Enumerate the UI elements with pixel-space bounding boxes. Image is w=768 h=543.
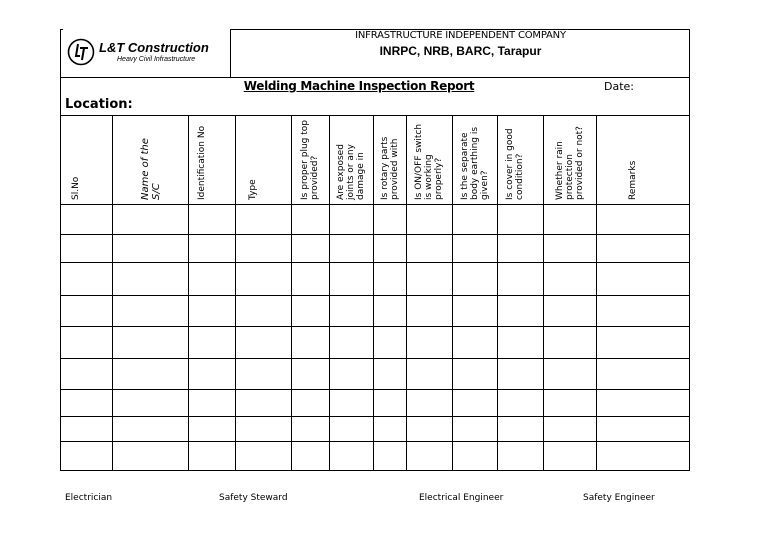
table-cell[interactable]: [330, 327, 373, 358]
table-cell[interactable]: [236, 359, 291, 389]
table-cell[interactable]: [113, 235, 188, 262]
table-cell[interactable]: [453, 442, 497, 470]
table-cell[interactable]: [407, 205, 452, 234]
table-cell[interactable]: [236, 417, 291, 441]
table-cell[interactable]: [374, 417, 406, 441]
table-cell[interactable]: [374, 442, 406, 470]
column-header-label: Type: [248, 179, 258, 200]
column-header: [406, 116, 452, 204]
column-header: [188, 116, 235, 204]
table-cell[interactable]: [407, 442, 452, 470]
table-cell[interactable]: [189, 390, 235, 416]
table-cell[interactable]: [453, 235, 497, 262]
table-cell[interactable]: [113, 442, 188, 470]
column-header: [452, 116, 497, 204]
table-cell[interactable]: [498, 205, 543, 234]
table-cell[interactable]: [597, 296, 689, 326]
table-cell[interactable]: [544, 390, 596, 416]
column-header-label: Is the separate body earthing is given?: [459, 126, 490, 200]
column-header-label: Are exposed joints or any damage in: [336, 144, 366, 200]
table-cell[interactable]: [189, 263, 235, 295]
table-cell[interactable]: [597, 235, 689, 262]
table-cell[interactable]: [330, 390, 373, 416]
table-cell[interactable]: [374, 359, 406, 389]
table-cell[interactable]: [544, 205, 596, 234]
table-cell[interactable]: [597, 359, 689, 389]
table-cell[interactable]: [597, 205, 689, 234]
table-cell[interactable]: [292, 296, 329, 326]
row-line: [60, 470, 690, 471]
column-header: [373, 116, 406, 204]
table-cell[interactable]: [407, 327, 452, 358]
table-cell[interactable]: [113, 327, 188, 358]
table-cell[interactable]: [498, 390, 543, 416]
project-name: INRPC, NRB, BARC, Tarapur: [379, 44, 542, 58]
table-cell[interactable]: [61, 359, 112, 389]
signature-safety-steward: Safety Steward: [219, 493, 288, 503]
table-cell[interactable]: [236, 442, 291, 470]
table-cell[interactable]: [113, 359, 188, 389]
signature-electrical-engineer: Electrical Engineer: [419, 493, 504, 503]
table-cell[interactable]: [597, 442, 689, 470]
column-header: [112, 116, 188, 204]
table-cell[interactable]: [330, 442, 373, 470]
table-cell[interactable]: [374, 390, 406, 416]
column-header: [329, 116, 373, 204]
table-cell[interactable]: [498, 263, 543, 295]
table-cell[interactable]: [544, 296, 596, 326]
table-cell[interactable]: [498, 235, 543, 262]
table-cell[interactable]: [544, 327, 596, 358]
table-cell[interactable]: [407, 359, 452, 389]
table-cell[interactable]: [407, 296, 452, 326]
column-header-label: Name of the S/C: [140, 138, 162, 200]
column-header: [235, 116, 291, 204]
table-cell[interactable]: [189, 442, 235, 470]
report-title: Welding Machine Inspection Report: [243, 79, 475, 93]
table-cell[interactable]: [292, 327, 329, 358]
column-header-label: Is proper plug top provided?: [300, 120, 320, 200]
table-cell[interactable]: [374, 205, 406, 234]
column-header-label: Is cover in good condition?: [505, 128, 525, 200]
column-header: [497, 116, 543, 204]
table-cell[interactable]: [453, 205, 497, 234]
column-header-label: Whether rain protection provided or not?: [554, 126, 585, 200]
table-cell[interactable]: [113, 263, 188, 295]
table-cell[interactable]: [113, 296, 188, 326]
table-cell[interactable]: [292, 235, 329, 262]
table-cell[interactable]: [61, 442, 112, 470]
table-cell[interactable]: [407, 263, 452, 295]
column-header-label: Is ON/OFF switch is working properly?: [414, 123, 444, 200]
table-cell[interactable]: [189, 359, 235, 389]
table-cell[interactable]: [61, 296, 112, 326]
table-cell[interactable]: [292, 390, 329, 416]
table-cell[interactable]: [61, 263, 112, 295]
location-label: Location:: [65, 97, 133, 112]
header-bottom-line: [60, 77, 690, 78]
logo-name: L&T Construction: [99, 40, 209, 55]
table-cell[interactable]: [113, 417, 188, 441]
table-cell[interactable]: [597, 390, 689, 416]
company-title: INFRASTRUCTURE INDEPENDENT COMPANY: [355, 30, 566, 41]
table-cell[interactable]: [292, 417, 329, 441]
table-cell[interactable]: [189, 327, 235, 358]
table-cell[interactable]: [498, 359, 543, 389]
table-cell[interactable]: [597, 417, 689, 441]
table-cell[interactable]: [407, 235, 452, 262]
table-cell[interactable]: [61, 327, 112, 358]
table-cell[interactable]: [330, 359, 373, 389]
table-cell[interactable]: [113, 205, 188, 234]
table-cell[interactable]: [374, 235, 406, 262]
table-cell[interactable]: [292, 263, 329, 295]
table-cell[interactable]: [330, 417, 373, 441]
signature-electrician: Electrician: [65, 493, 113, 503]
table-cell[interactable]: [189, 296, 235, 326]
column-header: [543, 116, 596, 204]
table-cell[interactable]: [544, 442, 596, 470]
table-cell[interactable]: [544, 263, 596, 295]
table-cell[interactable]: [61, 417, 112, 441]
table-cell[interactable]: [330, 263, 373, 295]
table-cell[interactable]: [61, 390, 112, 416]
table-cell[interactable]: [498, 296, 543, 326]
company-logo: [63, 30, 230, 77]
table-cell[interactable]: [453, 359, 497, 389]
table-cell[interactable]: [292, 442, 329, 470]
table-cell[interactable]: [544, 235, 596, 262]
table-cell[interactable]: [453, 417, 497, 441]
logo-divider: [230, 29, 231, 77]
table-cell[interactable]: [498, 327, 543, 358]
table-cell[interactable]: [189, 417, 235, 441]
table-cell[interactable]: [236, 327, 291, 358]
table-cell[interactable]: [453, 296, 497, 326]
table-cell[interactable]: [597, 327, 689, 358]
table-cell[interactable]: [330, 235, 373, 262]
date-label: Date:: [604, 80, 634, 93]
table-cell[interactable]: [292, 205, 329, 234]
table-cell[interactable]: [544, 417, 596, 441]
signature-safety-engineer: Safety Engineer: [583, 493, 655, 503]
table-cell[interactable]: [61, 205, 112, 234]
table-cell[interactable]: [374, 327, 406, 358]
column-header-label: Remarks: [627, 160, 638, 200]
table-cell[interactable]: [330, 296, 373, 326]
column-header: [60, 116, 112, 204]
table-cell[interactable]: [374, 296, 406, 326]
table-cell[interactable]: [498, 417, 543, 441]
table-cell[interactable]: [236, 390, 291, 416]
table-cell[interactable]: [236, 235, 291, 262]
column-header: [291, 116, 329, 204]
table-cell[interactable]: [407, 390, 452, 416]
table-cell[interactable]: [292, 359, 329, 389]
logo-tagline: Heavy Civil Infrastructure: [117, 56, 196, 63]
table-cell[interactable]: [236, 263, 291, 295]
column-header: [596, 116, 689, 204]
table-cell[interactable]: [597, 263, 689, 295]
table-cell[interactable]: [113, 390, 188, 416]
table-cell[interactable]: [407, 417, 452, 441]
column-header-label: Identification No: [196, 125, 207, 200]
table-cell[interactable]: [236, 205, 291, 234]
table-cell[interactable]: [374, 263, 406, 295]
table-cell[interactable]: [189, 205, 235, 234]
table-cell[interactable]: [544, 359, 596, 389]
column-header-label: Sl.No: [71, 176, 81, 200]
table-cell[interactable]: [498, 442, 543, 470]
table-cell[interactable]: [61, 235, 112, 262]
table-cell[interactable]: [189, 235, 235, 262]
table-cell[interactable]: [236, 296, 291, 326]
table-cell[interactable]: [453, 327, 497, 358]
column-header-label: Is rotary parts provided with: [379, 136, 400, 200]
table-cell[interactable]: [453, 390, 497, 416]
table-cell[interactable]: [453, 263, 497, 295]
lt-logo-icon: [67, 38, 95, 66]
table-cell[interactable]: [330, 205, 373, 234]
